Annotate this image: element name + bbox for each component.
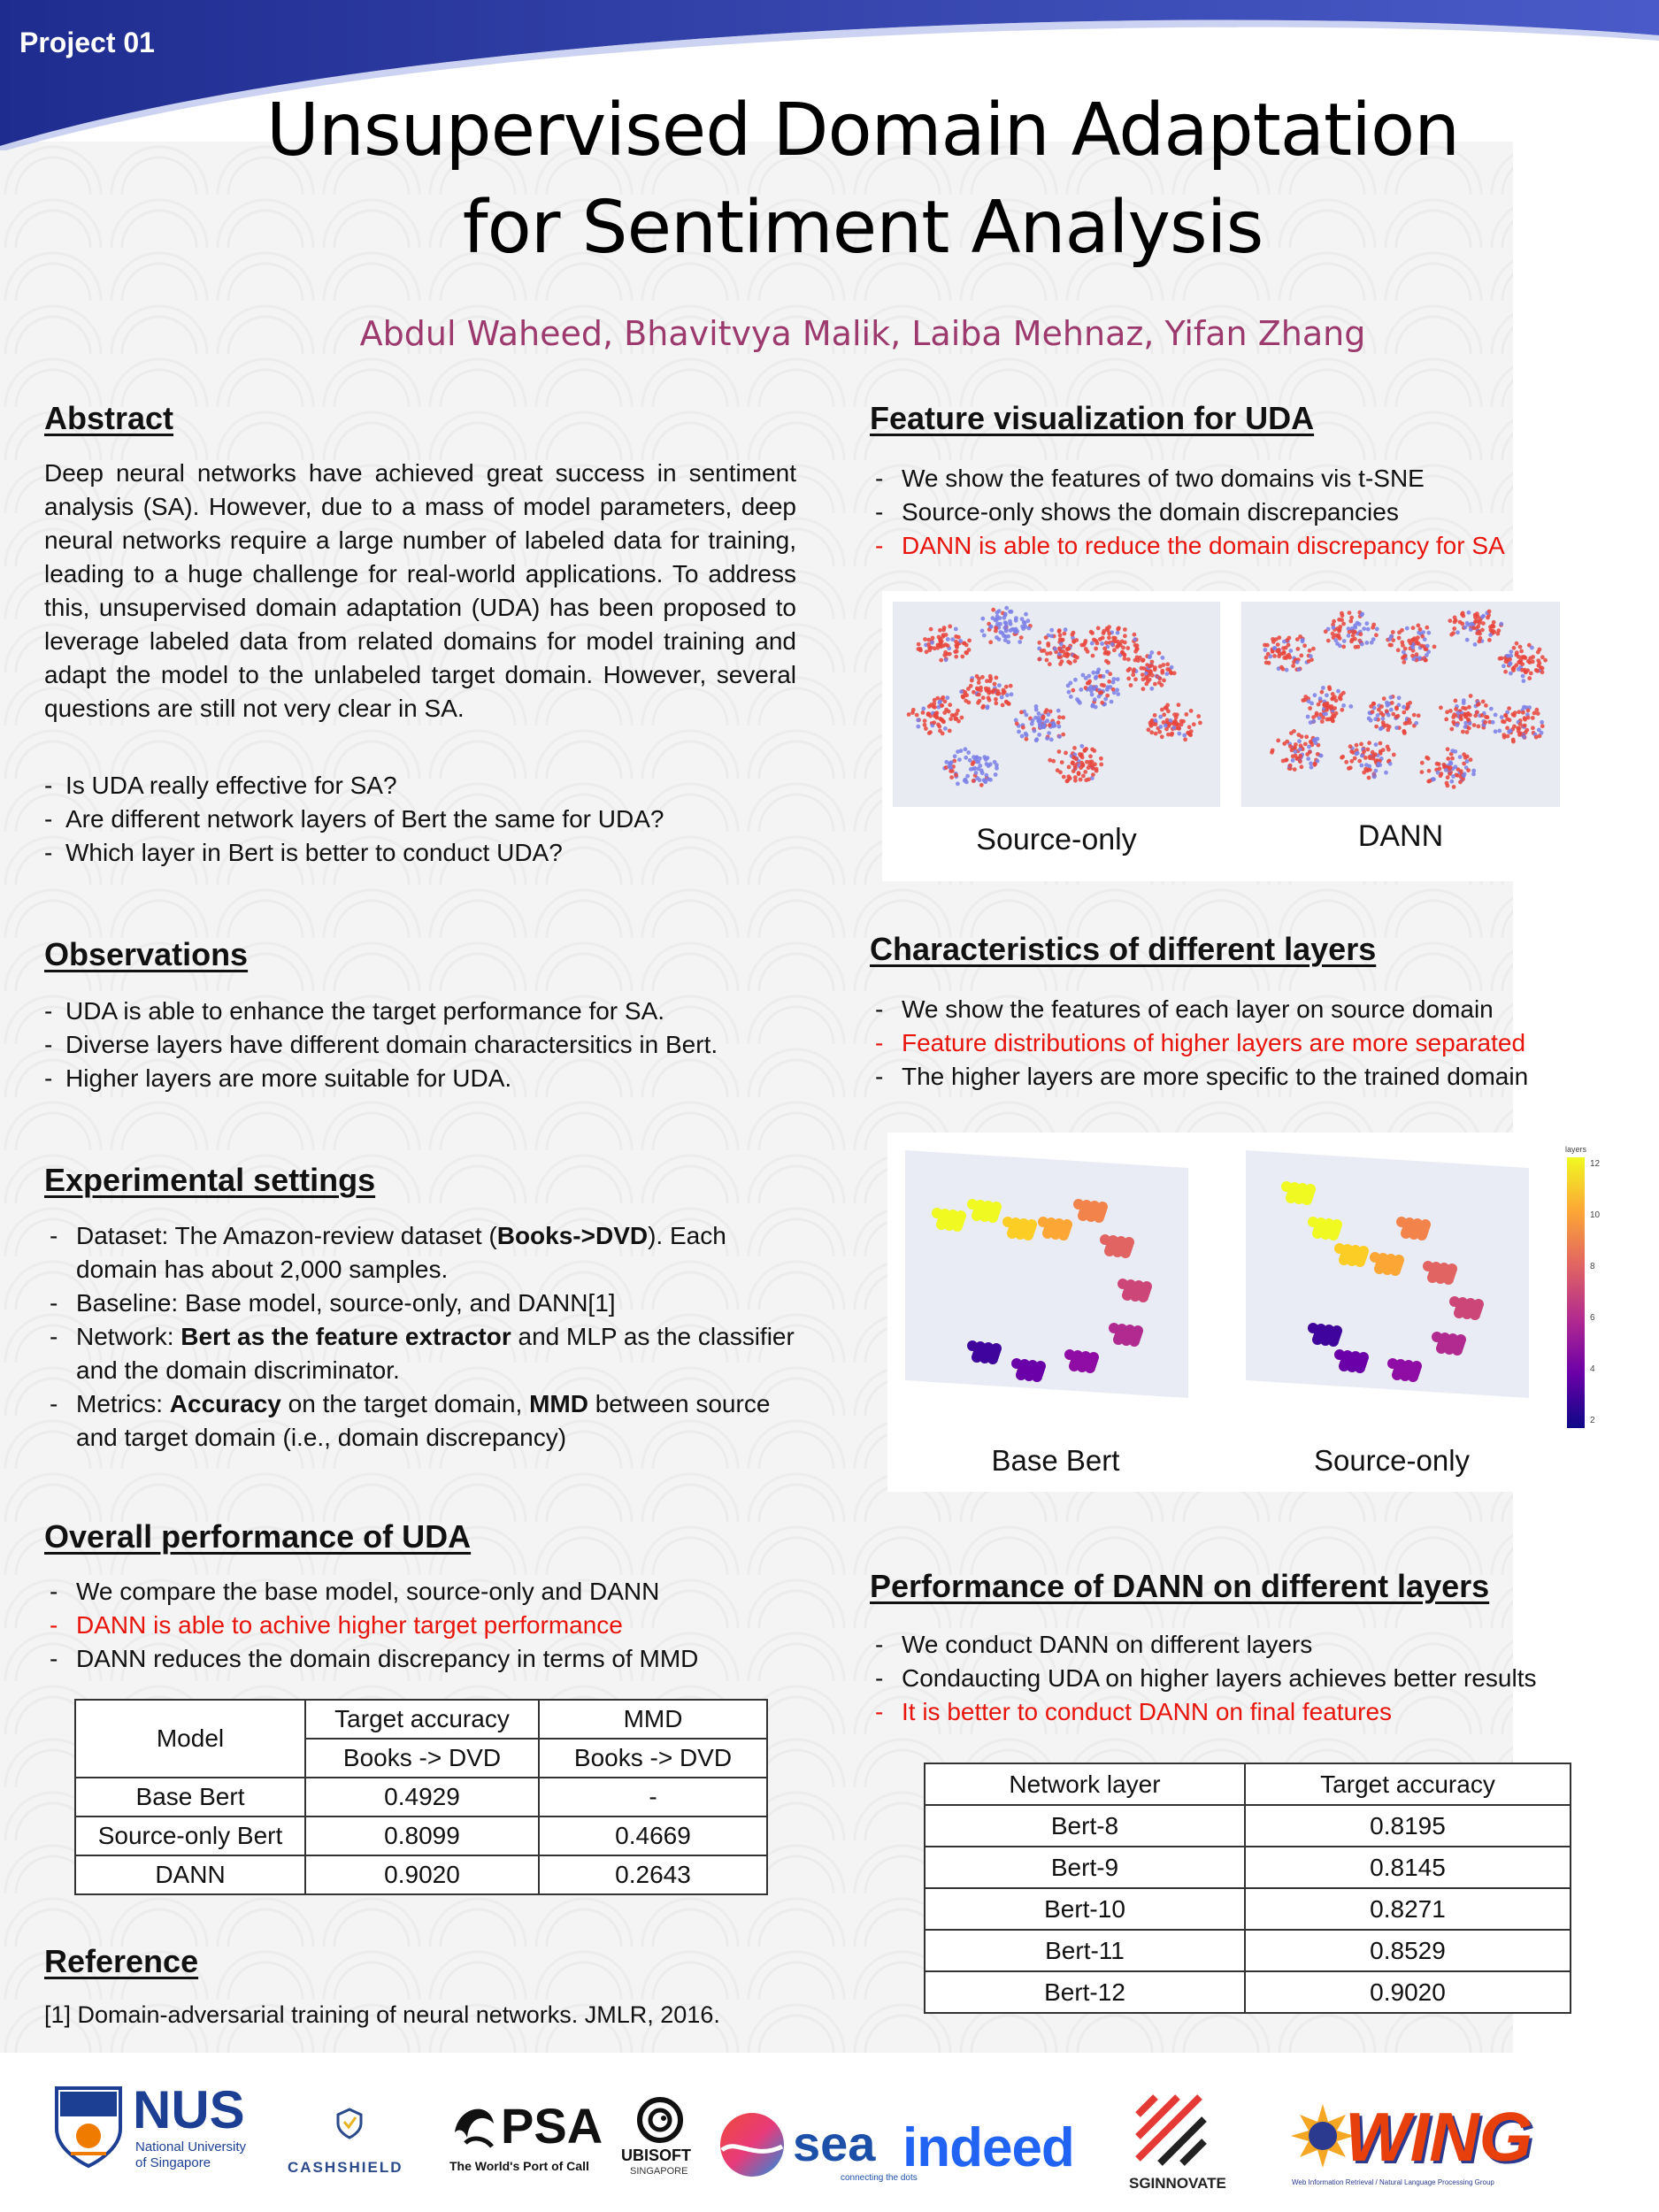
th-layer-target-accuracy: Target accuracy bbox=[1245, 1763, 1571, 1805]
layers-3d-plots bbox=[887, 1133, 1602, 1451]
overall-heading: Overall performance of UDA bbox=[44, 1518, 472, 1555]
sponsor-logos bbox=[0, 2070, 1659, 2212]
wing-wordmark: WING bbox=[1345, 2098, 1533, 2176]
table-cell-model: DANN bbox=[75, 1855, 305, 1894]
tsne-cluster bbox=[1014, 704, 1065, 742]
characteristics-heading: Characteristics of different layers bbox=[870, 931, 1377, 967]
colorbar-tick: 2 bbox=[1590, 1416, 1595, 1425]
tsne-cluster bbox=[1420, 747, 1477, 788]
th-model: Model bbox=[75, 1700, 305, 1778]
perf-layers-item: - We conduct DANN on different layers bbox=[870, 1628, 1648, 1662]
th-mmd: MMD bbox=[539, 1700, 767, 1739]
overall-item: - DANN reduces the domain discrepancy in terms of MMD bbox=[44, 1642, 805, 1676]
exp-dataset: - Dataset: The Amazon-review dataset (Books->DVD). Each domain has about 2,000 samples. bbox=[44, 1219, 805, 1286]
tsne-cluster bbox=[1439, 694, 1494, 734]
observations-list bbox=[42, 995, 803, 1095]
nus-subtitle-1: National University bbox=[135, 2139, 247, 2154]
characteristics-list bbox=[870, 993, 1648, 1094]
characteristics-item: - We show the features of each layer on source domain bbox=[870, 993, 1648, 1026]
colorbar-tick: 12 bbox=[1590, 1159, 1601, 1169]
tsne-cluster bbox=[1048, 744, 1103, 783]
title-line-1: Unsupervised Domain Adaptation bbox=[265, 88, 1460, 173]
abstract-question: - Is UDA really effective for SA? bbox=[42, 769, 803, 803]
authors: Abdul Waheed, Bhavitvya Malik, Laiba Mehnaz, Yifan Zhang bbox=[359, 314, 1366, 353]
wing-tagline: Web Information Retrieval / Natural Language Processing Group bbox=[1292, 2178, 1494, 2186]
colorbar-tick: 4 bbox=[1590, 1364, 1595, 1374]
tsne-cluster bbox=[1083, 625, 1140, 664]
table-row bbox=[925, 1930, 1571, 1971]
table-cell-acc: 0.8145 bbox=[1245, 1847, 1571, 1888]
observation-item: - Higher layers are more suitable for UDA. bbox=[42, 1062, 803, 1095]
feature-vis-heading: Feature visualization for UDA bbox=[870, 400, 1315, 436]
tsne-cluster bbox=[917, 625, 972, 663]
table-cell-layer: Bert-9 bbox=[925, 1847, 1245, 1888]
th-network-layer: Network layer bbox=[925, 1763, 1245, 1805]
abstract-heading: Abstract bbox=[44, 400, 174, 436]
table-row bbox=[75, 1816, 767, 1855]
table-cell-layer: Bert-8 bbox=[925, 1805, 1245, 1847]
perf-layers-item: - It is better to conduct DANN on final features bbox=[870, 1695, 1648, 1729]
title-line-2: for Sentiment Analysis bbox=[462, 186, 1263, 270]
psa-wordmark: PSA bbox=[501, 2098, 603, 2154]
table-cell-acc: 0.8099 bbox=[305, 1816, 539, 1855]
abstract-questions bbox=[42, 769, 803, 870]
colorbar-tick: 8 bbox=[1590, 1262, 1595, 1271]
tsne-cluster bbox=[1301, 685, 1353, 725]
colorbar-tick: 6 bbox=[1590, 1313, 1595, 1323]
table-cell-acc: 0.9020 bbox=[1245, 1971, 1571, 2013]
table-cell-acc: 0.4929 bbox=[305, 1778, 539, 1816]
table-row bbox=[925, 1888, 1571, 1930]
table-row bbox=[925, 1805, 1571, 1847]
overall-table bbox=[74, 1699, 768, 1895]
reference-text: [1] Domain-adversarial training of neural networks. JMLR, 2016. bbox=[44, 2001, 720, 2028]
th-target-accuracy: Target accuracy bbox=[305, 1700, 539, 1739]
nus-crest-icon bbox=[53, 2085, 124, 2170]
colorbar-title: layers bbox=[1565, 1145, 1587, 1154]
table-cell-layer: Bert-12 bbox=[925, 1971, 1245, 2013]
perf-layers-list bbox=[870, 1628, 1648, 1729]
table-cell-model: Source-only Bert bbox=[75, 1816, 305, 1855]
colorbar bbox=[1567, 1157, 1585, 1428]
sea-wordmark: sea bbox=[793, 2116, 876, 2171]
sginnovate-icon bbox=[1129, 2088, 1209, 2168]
feature-vis-list bbox=[870, 462, 1631, 563]
overall-item: - DANN is able to achive higher target performance bbox=[44, 1609, 805, 1642]
tsne-cluster bbox=[907, 695, 964, 735]
reference-heading: Reference bbox=[44, 1943, 199, 1979]
th-mmd-sub: Books -> DVD bbox=[539, 1739, 767, 1778]
tsne-caption-dann: DANN bbox=[1357, 819, 1444, 853]
th-acc-sub: Books -> DVD bbox=[305, 1739, 539, 1778]
exp-network: - Network: Bert as the feature extractor and MLP as the classifier and the domain discriminator. bbox=[44, 1320, 805, 1387]
nus-subtitle-2: of Singapore bbox=[135, 2155, 211, 2170]
tsne-cluster bbox=[1324, 611, 1379, 649]
layers-caption-base-bert: Base Bert bbox=[991, 1444, 1120, 1477]
layers-figure bbox=[887, 1133, 1602, 1492]
characteristics-item: - Feature distributions of higher layers are more separated bbox=[870, 1026, 1648, 1060]
observation-item: - UDA is able to enhance the target performance for SA. bbox=[42, 995, 803, 1028]
tsne-cluster bbox=[1491, 705, 1545, 744]
project-label: Project 01 bbox=[19, 27, 155, 58]
layers-table bbox=[924, 1763, 1571, 2014]
table-row bbox=[75, 1778, 767, 1816]
tsne-caption-source-only: Source-only bbox=[976, 823, 1137, 856]
cashshield-wordmark: CASHSHIELD bbox=[288, 2159, 403, 2176]
table-cell-mmd: 0.4669 bbox=[539, 1816, 767, 1855]
feature-vis-item: - We show the features of two domains vis t-SNE bbox=[870, 462, 1631, 495]
observations-heading: Observations bbox=[44, 936, 249, 972]
table-cell-acc: 0.8271 bbox=[1245, 1888, 1571, 1930]
abstract-text: Deep neural networks have achieved great success in sentiment analysis (SA). However, due to a mass of model parameters, deep neural networks require a large number of labeled data for training, leading to a huge challenge for real-world applications. To address this, unsupervised domain adaptation (UDA) has been proposed to leverage labeled data from related domains for model training and adapt the model to the unlabeled target domain. However, several questions are still not very clear in SA. bbox=[44, 459, 796, 722]
indeed-wordmark: indeed bbox=[902, 2117, 1074, 2178]
tsne-cluster bbox=[1147, 703, 1202, 741]
table-row bbox=[75, 1855, 767, 1894]
abstract-question: - Are different network layers of Bert the same for UDA? bbox=[42, 803, 803, 836]
ubisoft-wordmark: UBISOFT bbox=[621, 2147, 691, 2164]
tsne-cluster bbox=[1340, 741, 1396, 780]
tsne-figure bbox=[882, 591, 1572, 881]
tsne-cluster bbox=[1263, 634, 1316, 672]
cashshield-icon bbox=[336, 2108, 363, 2139]
tsne-cluster bbox=[959, 674, 1013, 710]
sginnovate-wordmark: SGINNOVATE bbox=[1129, 2175, 1226, 2192]
table-cell-acc: 0.8195 bbox=[1245, 1805, 1571, 1847]
experimental-list bbox=[44, 1219, 805, 1455]
tsne-cluster bbox=[980, 606, 1033, 644]
table-cell-mmd: - bbox=[539, 1778, 767, 1816]
tsne-cluster bbox=[1367, 695, 1421, 735]
sea-tagline: connecting the dots bbox=[841, 2173, 918, 2183]
psa-icon bbox=[449, 2097, 499, 2152]
sea-icon bbox=[718, 2111, 786, 2178]
table-row bbox=[925, 1847, 1571, 1888]
feature-vis-item: - DANN is able to reduce the domain discrepancy for SA bbox=[870, 529, 1631, 563]
tsne-cluster bbox=[1037, 627, 1088, 666]
exp-metrics: - Metrics: Accuracy on the target domain, MMD between source and target domain (i.e., domain discrepancy) bbox=[44, 1387, 805, 1455]
observation-item: - Diverse layers have different domain charactersitics in Bert. bbox=[42, 1028, 803, 1062]
tsne-cluster bbox=[1126, 650, 1177, 691]
colorbar-tick: 10 bbox=[1590, 1210, 1601, 1220]
table-cell-layer: Bert-10 bbox=[925, 1888, 1245, 1930]
table-row bbox=[925, 1971, 1571, 2013]
nus-wordmark: NUS bbox=[133, 2080, 245, 2139]
tsne-cluster bbox=[1498, 641, 1548, 683]
ubisoft-sub: SINGAPORE bbox=[630, 2166, 688, 2177]
overall-list bbox=[44, 1575, 805, 1676]
tsne-cluster bbox=[1066, 667, 1120, 709]
table-cell-acc: 0.8529 bbox=[1245, 1930, 1571, 1971]
psa-tagline: The World's Port of Call bbox=[449, 2159, 589, 2173]
perf-layers-item: - Condaucting UDA on higher layers achieves better results bbox=[870, 1662, 1648, 1695]
tsne-cluster bbox=[1270, 729, 1324, 772]
table-cell-mmd: 0.2643 bbox=[539, 1855, 767, 1894]
table-cell-layer: Bert-11 bbox=[925, 1930, 1245, 1971]
layers-caption-source-only: Source-only bbox=[1313, 1444, 1471, 1477]
overall-item: - We compare the base model, source-only and DANN bbox=[44, 1575, 805, 1609]
feature-vis-item: - Source-only shows the domain discrepancies bbox=[870, 495, 1631, 529]
plot-3d-panel bbox=[905, 1150, 1188, 1398]
table-cell-acc: 0.9020 bbox=[305, 1855, 539, 1894]
tsne-cluster bbox=[1448, 610, 1503, 647]
ubisoft-icon bbox=[637, 2097, 683, 2143]
exp-baseline: - Baseline: Base model, source-only, and DANN[1] bbox=[44, 1286, 805, 1320]
perf-layers-heading: Performance of DANN on different layers bbox=[870, 1568, 1490, 1604]
characteristics-item: - The higher layers are more specific to the trained domain bbox=[870, 1060, 1648, 1094]
tsne-scatter bbox=[882, 591, 1572, 821]
abstract-question: - Which layer in Bert is better to conduct UDA? bbox=[42, 836, 803, 870]
tsne-cluster bbox=[942, 747, 999, 787]
table-cell-model: Base Bert bbox=[75, 1778, 305, 1816]
tsne-cluster bbox=[1386, 624, 1436, 664]
experimental-heading: Experimental settings bbox=[44, 1162, 376, 1198]
